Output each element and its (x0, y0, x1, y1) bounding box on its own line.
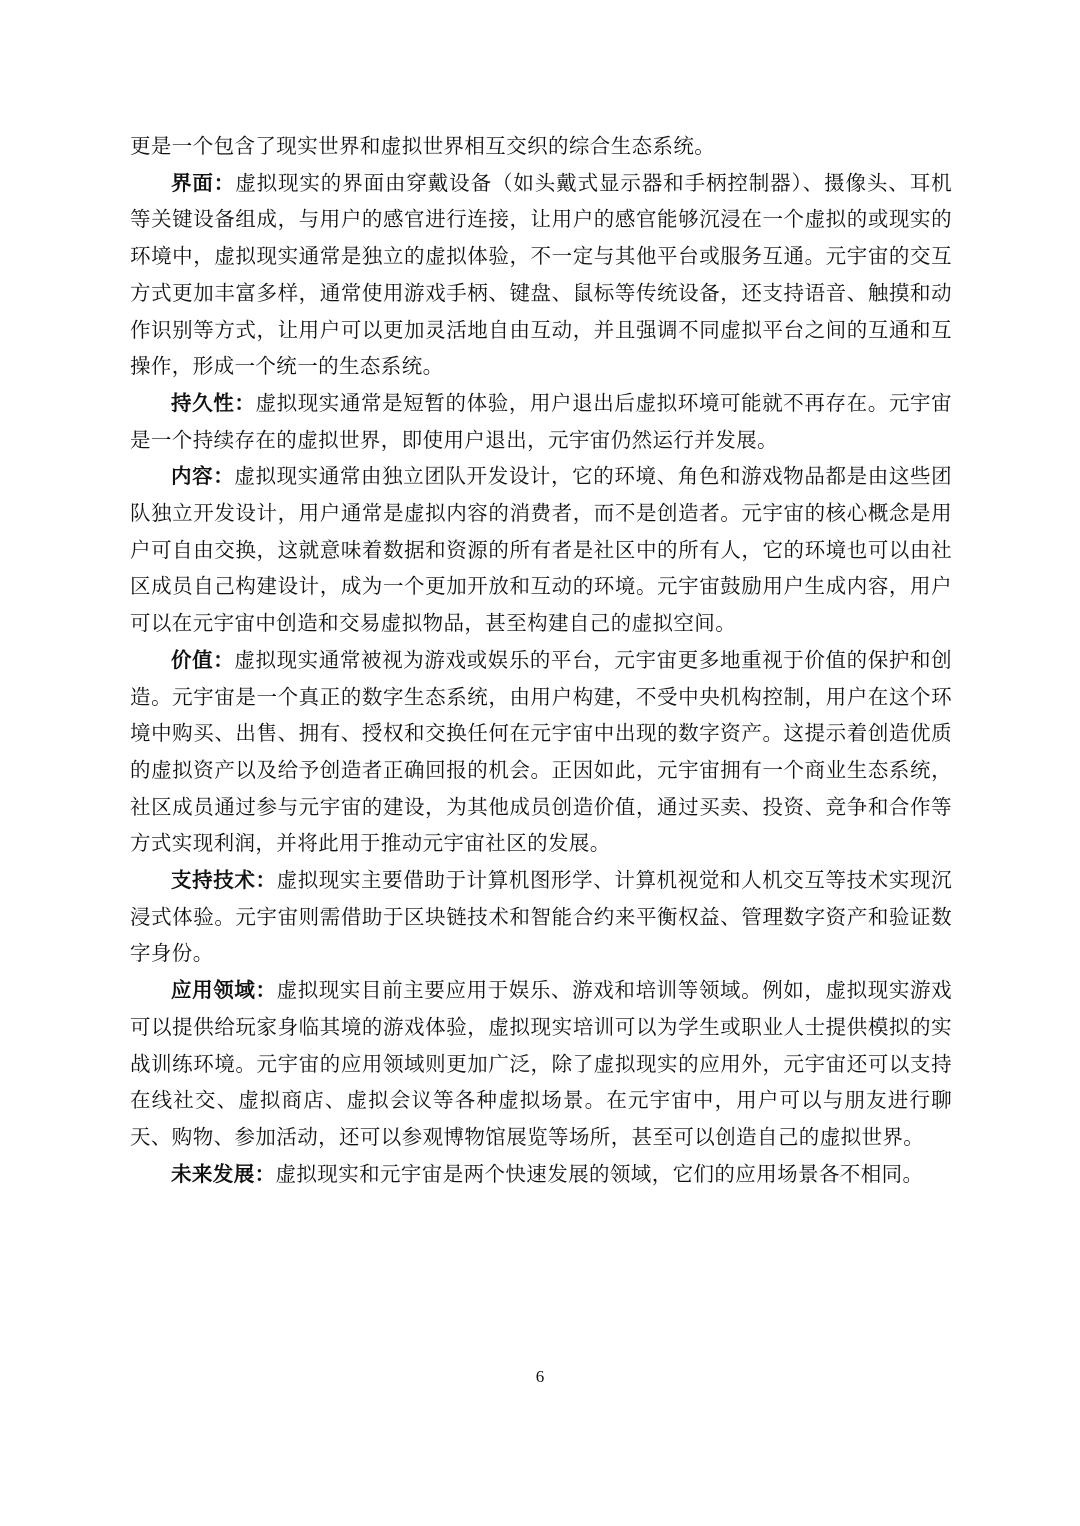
paragraph-text: 虚拟现实通常由独立团队开发设计，它的环境、角色和游戏物品都是由这些团队独立开发设计，用户通常是虚拟内容的消费者，而不是创造者。元宇宙的核心概念是用户可自由交换，这就意味着数据和资源的所有者是社区中的所有人，它的环境也可以由社区成员自己构建设计，成为一个更加开放和互动的环境。元宇宙鼓励用户生成内容，用户可以在元宇宙中创造和交易虚拟物品，甚至构建自己的虚拟空间。 (130, 464, 952, 636)
paragraph-term: 支持技术： (171, 868, 277, 893)
paragraph-term: 持久性： (171, 390, 256, 415)
paragraph-interface (130, 165, 952, 385)
paragraph-future-development (130, 1156, 952, 1193)
paragraph-continuation (130, 128, 952, 165)
paragraph-text: 虚拟现实主要借助于计算机图形学、计算机视觉和人机交互等技术实现沉浸式体验。元宇宙则需借助于区块链技术和智能合约来平衡权益、管理数字资产和验证数字身份。 (130, 868, 952, 966)
paragraph-term: 未来发展： (171, 1161, 276, 1186)
paragraph-text: 虚拟现实通常被视为游戏或娱乐的平台，元宇宙更多地重视于价值的保护和创造。元宇宙是一个真正的数字生态系统，由用户构建，不受中央机构控制，用户在这个环境中购买、出售、拥有、授权和交换任何在元宇宙中出现的数字资产。这提示着创造优质的虚拟资产以及给予创造者正确回报的机会。正因如此，元宇宙拥有一个商业生态系统，社区成员通过参与元宇宙的建设，为其他成员创造价值，通过买卖、投资、竞争和合作等方式实现利润，并将此用于推动元宇宙社区的发展。 (130, 647, 952, 856)
paragraph-text: 虚拟现实通常是短暂的体验，用户退出后虚拟环境可能就不再存在。元宇宙是一个持续存在的虚拟世界，即使用户退出，元宇宙仍然运行并发展。 (130, 390, 952, 452)
paragraph-text: 虚拟现实和元宇宙是两个快速发展的领域，它们的应用场景各不相同。 (275, 1161, 924, 1186)
paragraph-supporting-technology (130, 862, 952, 972)
paragraph-term: 界面： (171, 170, 236, 195)
paragraph-text: 虚拟现实目前主要应用于娱乐、游戏和培训等领域。例如，虚拟现实游戏可以提供给玩家身临其境的游戏体验，虚拟现实培训可以为学生或职业人士提供模拟的实战训练环境。元宇宙的应用领域则更加广泛，除了虚拟现实的应用外，元宇宙还可以支持在线社交、虚拟商店、虚拟会议等各种虚拟场景。在元宇宙中，用户可以与朋友进行聊天、购物、参加活动，还可以参观博物馆展览等场所，甚至可以创造自己的虚拟世界。 (130, 978, 952, 1149)
paragraph-term: 内容： (171, 464, 235, 489)
paragraph-term: 应用领域： (171, 978, 277, 1003)
paragraph-application-fields (130, 972, 952, 1156)
page-number: 6 (535, 1367, 545, 1386)
paragraph-text: 更是一个包含了现实世界和虚拟世界相互交织的综合生态系统。 (130, 134, 716, 158)
paragraph-text: 虚拟现实的界面由穿戴设备（如头戴式显示器和手柄控制器）、摄像头、耳机等关键设备组成，与用户的感官进行连接，让用户的感官能够沉浸在一个虚拟的或现实的环境中，虚拟现实通常是独立的虚拟体验，不一定与其他平台或服务互通。元宇宙的交互方式更加丰富多样，通常使用游戏手柄、键盘、鼠标等传统设备，还支持语音、触摸和动作识别等方式，让用户可以更加灵活地自由互动，并且强调不同虚拟平台之间的互通和互操作，形成一个统一的生态系统。 (130, 170, 952, 379)
paragraph-term: 价值： (171, 647, 235, 672)
paragraph-value (130, 642, 952, 862)
paragraph-persistence (130, 385, 952, 458)
body-text (130, 128, 952, 1192)
paragraph-content (130, 458, 952, 642)
